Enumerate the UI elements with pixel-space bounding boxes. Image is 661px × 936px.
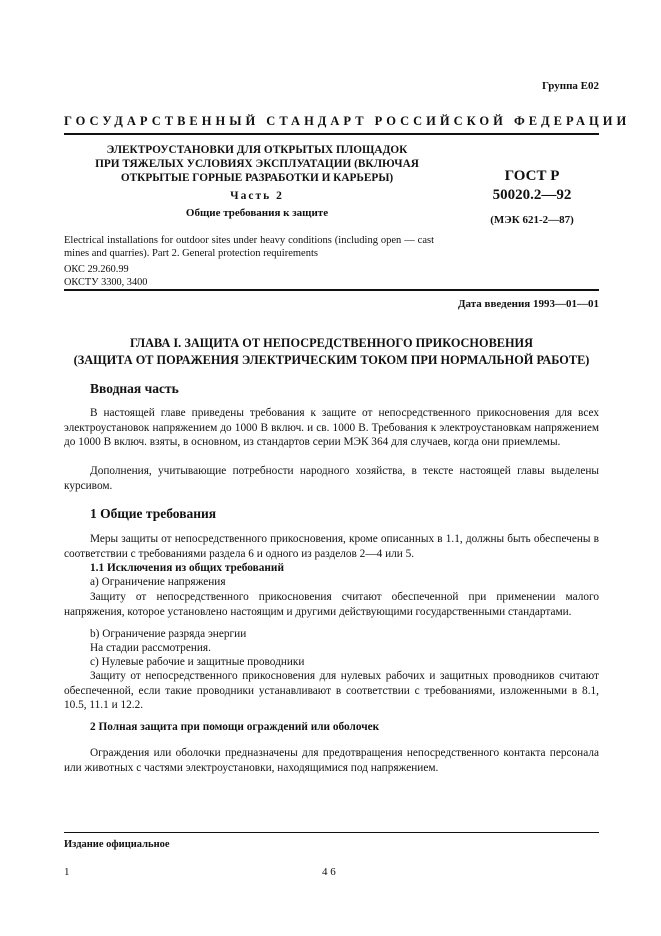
section-1-paragraph: Меры защиты от непосредственного прикосновения, кроме описанных в 1.1, должны быть обеспечены в соответствии с требованиями раздела 6 и одного из разделов 2—4 или 5. [64, 533, 599, 560]
state-standard-header: ГОСУДАРСТВЕННЫЙ СТАНДАРТ РОССИЙСКОЙ ФЕДЕРАЦИИ [64, 114, 631, 128]
section-2-paragraph: Ограждения или оболочки предназначены для предотвращения непосредственного контакта персонала или животных с частями электроустановки, находящимися под напряжением. [64, 747, 599, 774]
item-b-heading: b) Ограничение разряда энергии [90, 628, 247, 640]
group-code: Группа Е02 [541, 80, 599, 92]
subsection-1-1-heading: 1.1 Исключения из общих требований [90, 562, 284, 574]
section-1-heading: 1 Общие требования [90, 506, 217, 521]
gost-label: ГОСТ Р [504, 168, 560, 184]
okstu-code: ОКСТУ 3300, 3400 [64, 276, 148, 288]
item-b-text: На стадии рассмотрения. [90, 642, 211, 654]
classification-codes [64, 264, 147, 289]
intro-paragraph: В настоящей главе приведены требования к защите от непосредственного прикосновения для всех электроустановок напряжением до 1000 В включ. и св. 1000 В. Требования к электроустановкам напряжением до 1000 В включ. взяты, в основном, из стандартов серии МЭК 364 для случаев, когда они приемлемы. [64, 407, 599, 449]
title-line: ЭЛЕКТРОУСТАНОВКИ ДЛЯ ОТКРЫТЫХ ПЛОЩАДОК [106, 144, 408, 156]
header-rule-top [64, 133, 599, 135]
title-line: ОТКРЫТЫЕ ГОРНЫЕ РАЗРАБОТКИ И КАРЬЕРЫ) [120, 172, 394, 185]
intro-date: Дата введения 1993—01—01 [457, 298, 599, 310]
intro-heading: Вводная часть [90, 381, 179, 396]
okc-code: ОКС 29.260.99 [64, 264, 129, 275]
section-2-heading: 2 Полная защита при помощи ограждений или оболочек [90, 721, 380, 733]
chapter-title [64, 335, 599, 368]
chapter-title-line: (ЗАЩИТА ОТ ПОРАЖЕНИЯ ЭЛЕКТРИЧЕСКИМ ТОКОМ ПРИ НОРМАЛЬНОЙ РАБОТЕ) [73, 352, 590, 367]
title-line: ПРИ ТЯЖЕЛЫХ УСЛОВИЯХ ЭКСПЛУАТАЦИИ (ВКЛЮЧАЯ [95, 158, 419, 171]
part-label: Часть 2 [230, 190, 284, 202]
footer-rule [64, 832, 599, 833]
intro-paragraph: Дополнения, учитывающие потребности народного хозяйства, в тексте настоящей главы выделены курсивом. [64, 465, 599, 492]
header-rule-bottom [64, 289, 599, 291]
iec-reference: (МЭК 621-2—87) [490, 214, 574, 226]
item-a-text: Защиту от непосредственного прикосновения считают обеспеченной при применении малого напряжения, которое установлено настоящим и другими действующими государственными стандартами. [64, 591, 599, 618]
gost-number: 50020.2—92 [492, 186, 572, 203]
english-title: Electrical installations for outdoor sites under heavy conditions (including open — cast mines and quarries). Part 2. General protection requirements [64, 235, 434, 260]
chapter-title-line: ГЛАВА I. ЗАЩИТА ОТ НЕПОСРЕДСТВЕННОГО ПРИКОСНОВЕНИЯ [130, 336, 533, 350]
page-number-center: 4 6 [322, 866, 336, 878]
item-c-text: Защиту от непосредственного прикосновения для нулевых рабочих и защитных проводников считают обеспеченной, если такие проводники устанавливают в соответствии с требованиями, изложенными в 8.1, 10.5, 11.1 и 12.2. [64, 670, 599, 712]
gost-designation [478, 167, 586, 204]
page-number-left: 1 [64, 866, 70, 878]
subtitle: Общие требования к защите [185, 207, 329, 219]
item-a-heading: а) Ограничение напряжения [90, 576, 226, 588]
document-title [64, 143, 450, 186]
item-c-heading: с) Нулевые рабочие и защитные проводники [90, 656, 305, 668]
edition-label: Издание официальное [64, 839, 170, 850]
